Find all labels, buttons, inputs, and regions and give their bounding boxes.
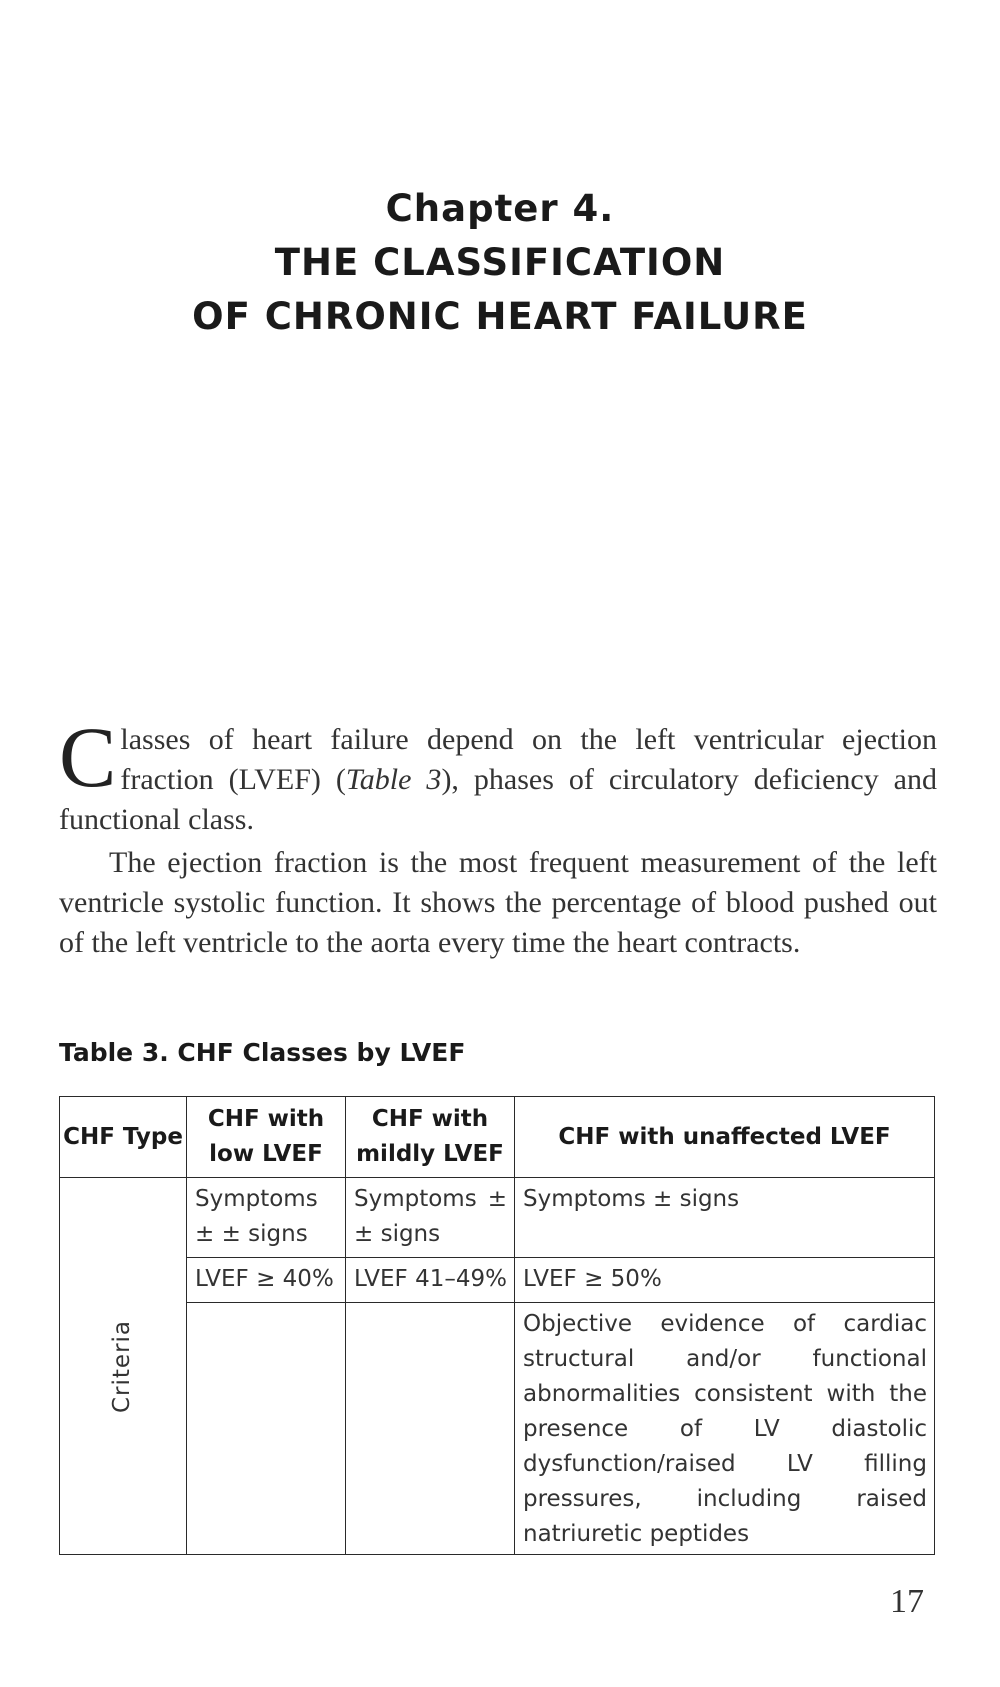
page-number: 17	[890, 1583, 924, 1620]
chapter-title-line-1: THE CLASSIFICATION	[274, 241, 726, 284]
intro-text-start: lasses of heart failure depend on the left ventricular ejection fraction (LVEF) (	[120, 723, 937, 796]
intro-text-end: ), phases of circulatory deficiency and functional class.	[59, 763, 937, 836]
table-cell: LVEF ≥ 40%	[187, 1258, 346, 1303]
chapter-heading	[0, 182, 1000, 344]
drop-cap: C	[59, 709, 117, 805]
header-low-lvef: CHF with low LVEF	[187, 1097, 346, 1178]
header-chf-type: CHF Type	[60, 1097, 187, 1178]
chapter-number: Chapter 4.	[385, 187, 615, 230]
table-cell: Objective evidence of cardiac structural and/or functional abnormalities consistent with the presence of LV diastolic dysfunction/raised LV filling pressures, including raised natriuretic peptides	[515, 1303, 935, 1555]
table-cell: Symptoms ± ± signs	[346, 1178, 515, 1258]
table-row	[60, 1303, 935, 1555]
table-cell: LVEF 41–49%	[346, 1258, 515, 1303]
table-cell	[187, 1303, 346, 1555]
header-unaffected-lvef: CHF with unaffected LVEF	[515, 1097, 935, 1178]
table-row	[60, 1258, 935, 1303]
chf-classes-table	[59, 1096, 935, 1555]
table-row	[60, 1178, 935, 1258]
table-header-row	[60, 1097, 935, 1178]
table-caption: Table 3. CHF Classes by LVEF	[59, 1038, 466, 1067]
criteria-label-cell	[60, 1178, 187, 1555]
table-cell: LVEF ≥ 50%	[515, 1258, 935, 1303]
criteria-label: Criteria	[109, 1319, 136, 1413]
ejection-fraction-paragraph: The ejection fraction is the most frequent measurement of the left ventricle systolic function. It shows the percentage of blood pushed out of the left ventricle to the aorta every time the heart contracts.	[59, 846, 937, 959]
header-mildly-lvef: CHF with mildly LVEF	[346, 1097, 515, 1178]
intro-paragraph	[59, 709, 937, 840]
chapter-title-line-2: OF CHRONIC HEART FAILURE	[192, 295, 808, 338]
table-reference: Table 3	[345, 763, 442, 796]
table-cell: Symptoms ± signs	[515, 1178, 935, 1258]
table-cell: Symptoms ± ± signs	[187, 1178, 346, 1258]
table-cell	[346, 1303, 515, 1555]
